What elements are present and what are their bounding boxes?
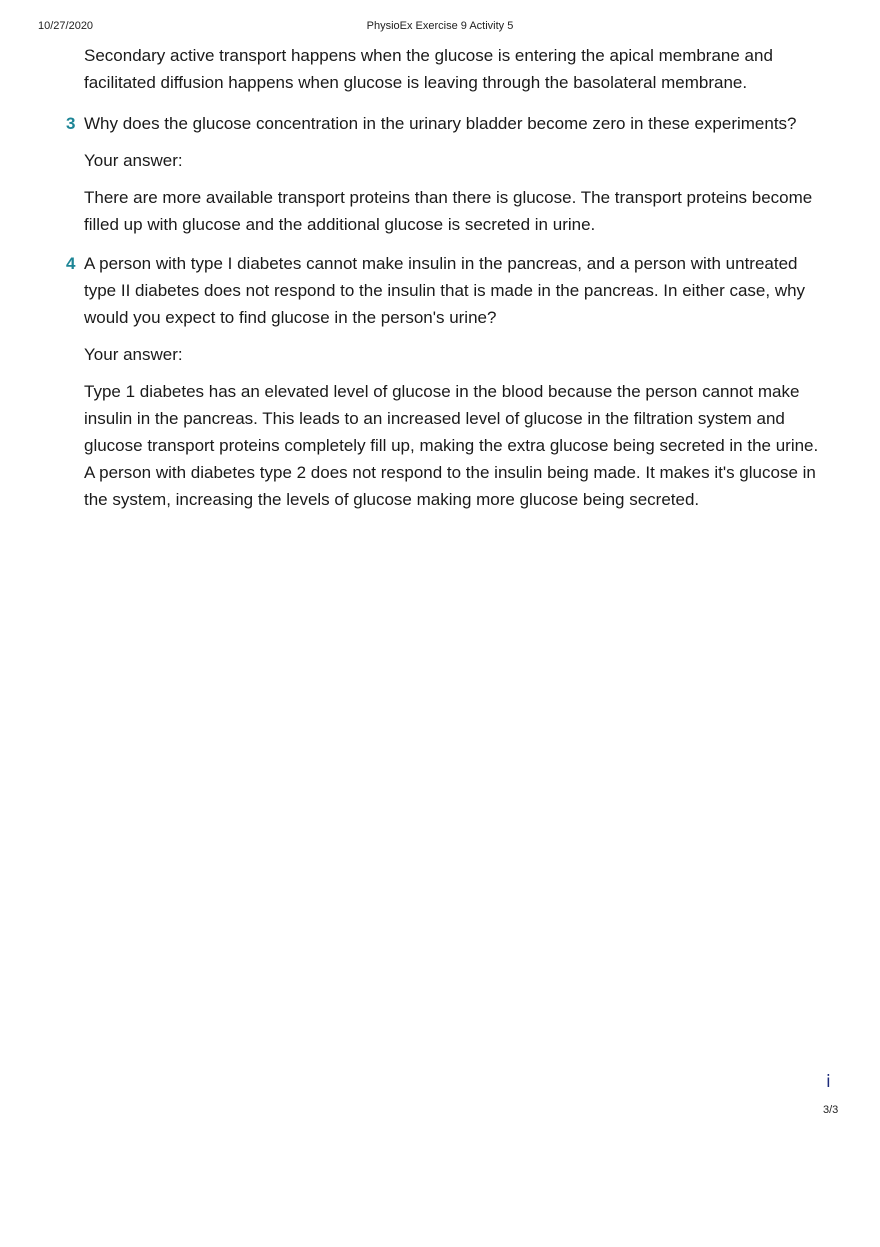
answer-line: There are more available transport proteins than there is glucose. The transport proteins become — [84, 188, 813, 207]
info-icon[interactable]: i — [826, 1072, 831, 1092]
answer-label: Your answer: — [84, 151, 183, 170]
page-number: 3/3 — [823, 1104, 839, 1116]
question-number: 4 — [66, 254, 76, 273]
answer-line: filled up with glucose and the additional glucose is secreted in urine. — [84, 215, 596, 234]
print-title: PhysioEx Exercise 9 Activity 5 — [366, 20, 514, 32]
question-text: Why does the glucose concentration in the urinary bladder become zero in these experiments? — [84, 114, 797, 133]
answer-text — [84, 184, 824, 238]
print-header — [38, 20, 842, 36]
question-3 — [66, 110, 824, 137]
answer-label: Your answer: — [84, 345, 183, 364]
previous-answer-text: Secondary active transport happens when the glucose is entering the apical membrane and facilitated diffusion happens when glucose is leaving through the basolateral membrane. — [84, 46, 773, 92]
question-4 — [66, 250, 824, 331]
document-content — [66, 42, 824, 525]
print-date: 10/27/2020 — [38, 20, 94, 32]
question-text: A person with type I diabetes cannot make insulin in the pancreas, and a person with untreated type II diabetes does not respond to the insulin that is made in the pancreas. In either case, why would you expect to find glucose in the person's urine? — [84, 254, 806, 327]
question-number: 3 — [66, 114, 76, 133]
answer-text: Type 1 diabetes has an elevated level of glucose in the blood because the person cannot make insulin in the pancreas. This leads to an increased level of glucose in the filtration system and glucose transport proteins completely fill up, making the extra glucose being secreted in the urine. A person with diabetes type 2 does not respond to the insulin being made. It makes it's glucose in the system, increasing the levels of glucose making more glucose being secreted. — [84, 382, 819, 509]
